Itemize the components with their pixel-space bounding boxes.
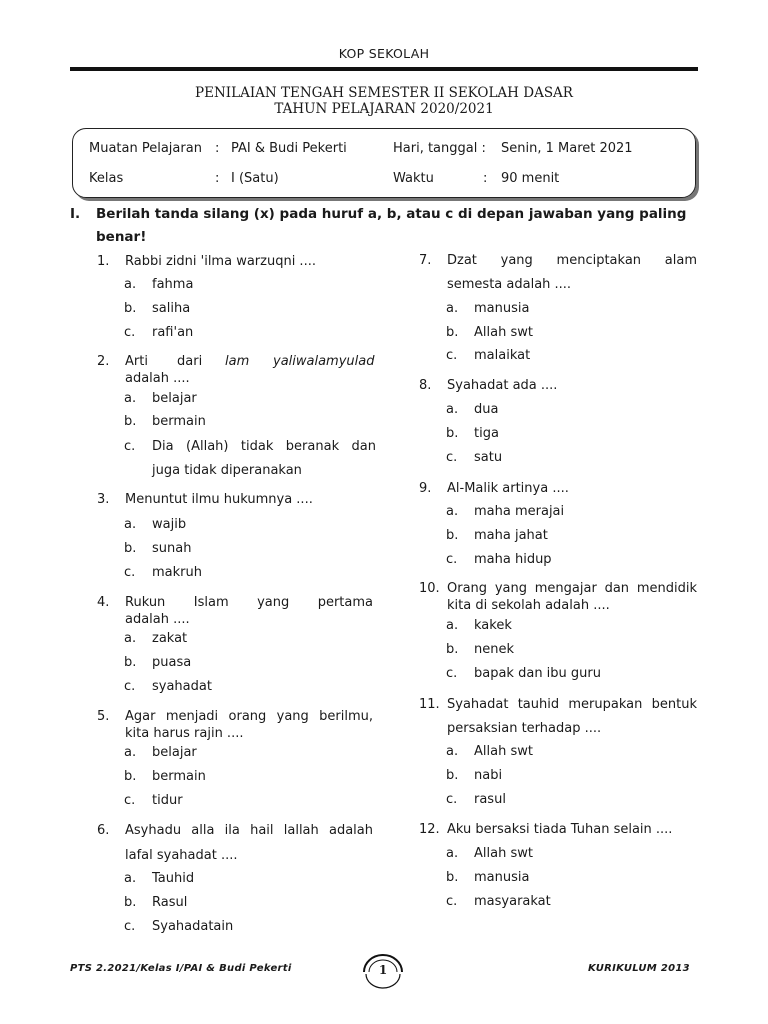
option-text: rasul	[474, 792, 506, 807]
option-letter: b.	[124, 541, 137, 556]
option-text: fahma	[152, 277, 194, 292]
option-letter: b.	[446, 325, 459, 340]
exam-year: TAHUN PELAJARAN 2020/2021	[274, 101, 494, 117]
option-text: tidur	[152, 793, 183, 808]
option-letter: a.	[124, 391, 137, 406]
question-text: Menuntut ilmu hukumnya ....	[125, 492, 313, 507]
option-letter: a.	[446, 744, 459, 759]
section-text-line1: Berilah tanda silang (x) pada huruf a, b, atau c di depan jawaban yang paling	[96, 206, 687, 222]
option-letter: a.	[446, 402, 459, 417]
option-letter: a.	[124, 517, 137, 532]
option-letter: c.	[124, 679, 136, 694]
option-text: dua	[474, 402, 499, 417]
page-number-badge	[360, 950, 406, 990]
option-letter: b.	[124, 895, 137, 910]
question-text-w1: Arti	[125, 354, 148, 369]
muatan-colon: :	[215, 141, 220, 156]
question-6	[97, 819, 377, 867]
question-text: Syahadat ada ....	[447, 378, 558, 393]
info-box	[72, 128, 696, 198]
option-text-line1: Dia (Allah) tidak beranak dan	[152, 439, 376, 454]
option-text-line2: juga tidak diperanakan	[152, 463, 302, 478]
option-letter: b.	[446, 642, 459, 657]
option-letter: c.	[446, 792, 458, 807]
header-rule	[70, 67, 698, 71]
option-text: bapak dan ibu guru	[474, 666, 601, 681]
question-number: 4.	[97, 595, 110, 610]
question-number: 9.	[419, 481, 432, 496]
option-text: nabi	[474, 768, 503, 783]
option-letter: a.	[446, 846, 459, 861]
option-text: Allah swt	[474, 744, 533, 759]
option-text: Allah swt	[474, 846, 533, 861]
question-text: Al-Malik artinya ....	[447, 481, 569, 496]
question-text-w3: lam	[225, 354, 250, 369]
option-text: Syahadatain	[152, 919, 234, 934]
question-number: 6.	[97, 823, 110, 838]
option-letter: a.	[124, 871, 137, 886]
option-letter: c.	[124, 793, 136, 808]
hari-value: Senin, 1 Maret 2021	[501, 141, 633, 156]
option-text: puasa	[152, 655, 192, 670]
waktu-colon: :	[483, 171, 488, 186]
option-text: Tauhid	[152, 871, 195, 886]
option-letter: c.	[124, 325, 136, 340]
kelas-colon: :	[215, 171, 220, 186]
option-letter: c.	[124, 439, 136, 454]
option-letter: c.	[446, 348, 458, 363]
option-text: nenek	[474, 642, 515, 657]
section-text-line2: benar!	[96, 229, 147, 245]
option-text: malaikat	[474, 348, 531, 363]
option-text: Allah swt	[474, 325, 533, 340]
page-number: 1	[378, 963, 388, 977]
footer-right: KURIKULUM 2013	[588, 963, 690, 974]
option-text: wajib	[152, 517, 187, 532]
option-text: manusia	[474, 301, 530, 316]
footer-left: PTS 2.2021/Kelas I/PAI & Budi Pekerti	[70, 963, 292, 974]
muatan-value: PAI & Budi Pekerti	[231, 141, 347, 156]
kelas-value: I (Satu)	[231, 171, 279, 186]
section-roman: I.	[70, 206, 81, 222]
option-text: belajar	[152, 391, 197, 406]
option-letter: c.	[446, 894, 458, 909]
waktu-label: Waktu	[393, 171, 434, 186]
question-number: 5.	[97, 709, 110, 724]
option-text: maha jahat	[474, 528, 548, 543]
kelas-label: Kelas	[89, 171, 124, 186]
question-number: 10.	[419, 581, 440, 596]
question-text: Rabbi zidni 'ilma warzuqni ....	[125, 254, 316, 269]
question-number: 12.	[419, 822, 440, 837]
option-letter: c.	[446, 450, 458, 465]
hari-label: Hari, tanggal :	[393, 141, 486, 156]
question-text-line1: Rukun Islam yang pertama	[125, 595, 373, 610]
option-letter: c.	[446, 552, 458, 567]
option-letter: a.	[124, 277, 137, 292]
question-number: 3.	[97, 492, 110, 507]
option-letter: b.	[446, 528, 459, 543]
option-letter: b.	[446, 768, 459, 783]
question-text: Aku bersaksi tiada Tuhan selain ....	[447, 822, 673, 837]
option-letter: b.	[124, 769, 137, 784]
option-text: syahadat	[152, 679, 212, 694]
question-text-line2: semesta adalah ....	[447, 277, 572, 292]
question-text-line2: adalah ....	[125, 612, 190, 627]
question-text-line2: kita di sekolah adalah ....	[447, 598, 610, 613]
option-text: belajar	[152, 745, 197, 760]
option-letter: c.	[446, 666, 458, 681]
option-text: zakat	[152, 631, 188, 646]
option-letter: b.	[446, 870, 459, 885]
option-text: masyarakat	[474, 894, 551, 909]
question-text-line1: Dzat yang menciptakan alam	[447, 253, 697, 268]
option-letter: b.	[124, 301, 137, 316]
option-text: tiga	[474, 426, 499, 441]
muatan-label: Muatan Pelajaran	[89, 141, 202, 156]
option-text: sunah	[152, 541, 192, 556]
question-text-line2: kita harus rajin ....	[125, 726, 244, 741]
question-number: 1.	[97, 254, 110, 269]
option-c[interactable]	[124, 435, 376, 483]
option-letter: a.	[124, 745, 137, 760]
option-text: maha hidup	[474, 552, 552, 567]
option-text: bermain	[152, 414, 206, 429]
question-text-w4: yaliwalamyulad	[273, 354, 375, 369]
question-number: 8.	[419, 378, 432, 393]
question-text-line2: adalah ....	[125, 371, 190, 386]
option-text: manusia	[474, 870, 530, 885]
option-letter: b.	[124, 414, 137, 429]
question-number: 11.	[419, 697, 440, 712]
question-text-w2: dari	[177, 354, 203, 369]
option-text: makruh	[152, 565, 202, 580]
question-text-line2: persaksian terhadap ....	[447, 721, 602, 736]
option-letter: a.	[446, 618, 459, 633]
option-text: Rasul	[152, 895, 188, 910]
option-text: saliha	[152, 301, 191, 316]
question-7	[419, 249, 699, 297]
question-text-line2: lafal syahadat ....	[125, 848, 238, 863]
option-letter: a.	[446, 301, 459, 316]
option-text: rafi'an	[152, 325, 194, 340]
question-11	[419, 693, 699, 741]
option-text: satu	[474, 450, 503, 465]
exam-title: PENILAIAN TENGAH SEMESTER II SEKOLAH DASAR	[195, 85, 573, 101]
option-letter: c.	[124, 919, 136, 934]
question-text-line1: Asyhadu alla ila hail lallah adalah	[125, 823, 373, 838]
question-number: 2.	[97, 354, 110, 369]
question-text-line1: Agar menjadi orang yang berilmu,	[125, 709, 373, 724]
option-text: kakek	[474, 618, 512, 633]
question-text-line1: Syahadat tauhid merupakan bentuk	[447, 697, 697, 712]
kop-sekolah: KOP SEKOLAH	[338, 46, 430, 61]
option-text: bermain	[152, 769, 206, 784]
option-letter: a.	[446, 504, 459, 519]
option-letter: c.	[124, 565, 136, 580]
option-text: maha merajai	[474, 504, 565, 519]
question-text-line1: Orang yang mengajar dan mendidik	[447, 581, 697, 596]
waktu-value: 90 menit	[501, 171, 560, 186]
option-letter: a.	[124, 631, 137, 646]
option-letter: b.	[124, 655, 137, 670]
question-number: 7.	[419, 253, 432, 268]
option-letter: b.	[446, 426, 459, 441]
